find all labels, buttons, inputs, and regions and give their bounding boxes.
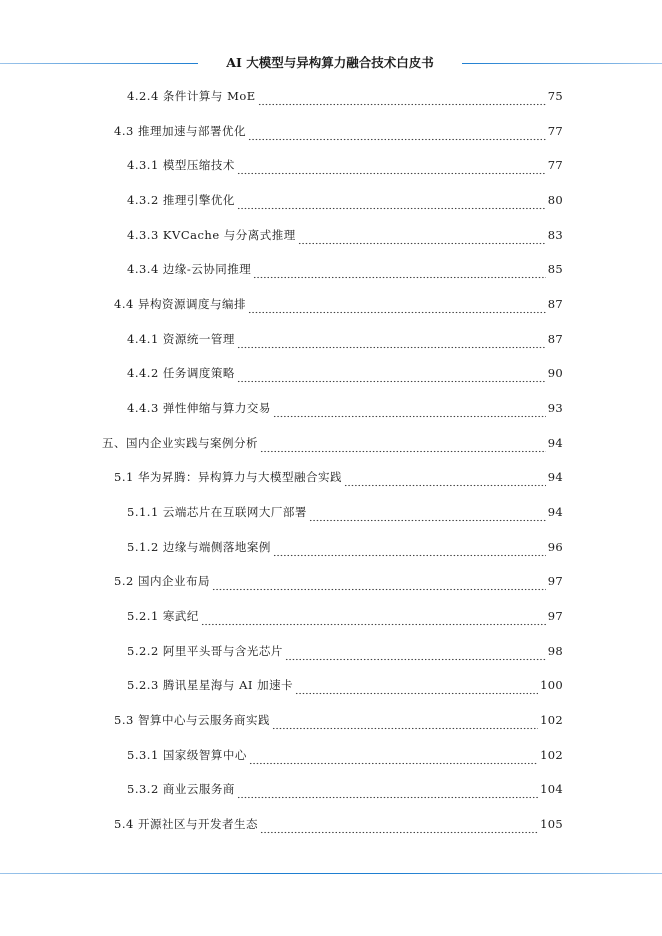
toc-entry[interactable] <box>127 779 563 799</box>
toc-entry-label: 4.3 推理加速与部署优化 <box>114 124 246 138</box>
dot-leader <box>237 160 546 175</box>
dot-leader <box>260 819 538 834</box>
toc-entry[interactable] <box>127 363 563 383</box>
toc-entry-label: 5.1 华为昇腾：异构算力与大模型融合实践 <box>114 470 342 484</box>
toc-entry[interactable] <box>127 537 563 557</box>
dot-leader <box>344 472 546 487</box>
dot-leader <box>237 334 546 349</box>
toc-entry[interactable] <box>127 259 563 279</box>
toc-entry[interactable] <box>102 433 563 453</box>
toc-entry-label: 5.2 国内企业布局 <box>114 574 210 588</box>
toc-entry[interactable] <box>114 571 563 591</box>
toc-entry-page: 102 <box>540 713 563 727</box>
dot-leader <box>273 542 546 557</box>
toc-entry[interactable] <box>127 155 563 175</box>
toc-entry[interactable] <box>127 675 563 695</box>
toc-entry-label: 4.3.2 推理引擎优化 <box>127 193 235 207</box>
dot-leader <box>285 646 546 661</box>
dot-leader <box>201 611 546 626</box>
toc-entry-page: 94 <box>547 436 563 450</box>
toc-entry-page: 105 <box>540 817 563 831</box>
toc-entry-label: 4.4 异构资源调度与编排 <box>114 297 246 311</box>
toc-entry-label: 4.4.2 任务调度策略 <box>127 366 235 380</box>
toc-entry-label: 5.1.1 云端芯片在互联网大厂部署 <box>127 505 307 519</box>
toc-entry-label: 5.1.2 边缘与端侧落地案例 <box>127 540 271 554</box>
toc-entry[interactable] <box>114 294 563 314</box>
toc-entry-label: 4.2.4 条件计算与 MoE <box>127 89 256 103</box>
toc-entry[interactable] <box>127 329 563 349</box>
dot-leader <box>237 784 538 799</box>
toc-entry[interactable] <box>127 502 563 522</box>
toc-entry[interactable] <box>127 606 563 626</box>
toc-entry-label: 5.3.2 商业云服务商 <box>127 782 235 796</box>
toc-entry-label: 4.3.1 模型压缩技术 <box>127 158 235 172</box>
toc-entry-label: 5.4 开源社区与开发者生态 <box>114 817 258 831</box>
dot-leader <box>237 368 546 383</box>
toc-entry-label: 5.2.1 寒武纪 <box>127 609 199 623</box>
dot-leader <box>237 195 546 210</box>
toc-entry-label: 5.2.2 阿里平头哥与含光芯片 <box>127 644 283 658</box>
toc-entry[interactable] <box>127 190 563 210</box>
toc-entry-label: 4.4.1 资源统一管理 <box>127 332 235 346</box>
toc-entry-page: 85 <box>547 262 563 276</box>
dot-leader <box>249 750 538 765</box>
toc-entry[interactable] <box>127 398 563 418</box>
toc-entry-page: 80 <box>547 193 563 207</box>
toc-entry-page: 96 <box>547 540 563 554</box>
toc-entry-label: 4.3.4 边缘-云协同推理 <box>127 262 252 276</box>
toc-entry-page: 83 <box>547 228 563 242</box>
toc-entry-label: 五、国内企业实践与案例分析 <box>102 436 258 450</box>
dot-leader <box>248 299 546 314</box>
toc-entry[interactable] <box>127 745 563 765</box>
dot-leader <box>212 576 546 591</box>
dot-leader <box>309 507 546 522</box>
toc-entry[interactable] <box>114 121 563 141</box>
toc-entry-page: 98 <box>547 644 563 658</box>
toc-entry-label: 5.2.3 腾讯星星海与 AI 加速卡 <box>127 678 294 692</box>
toc-entry-page: 97 <box>547 609 563 623</box>
toc-entry[interactable] <box>127 641 563 661</box>
toc-entry-page: 77 <box>547 124 563 138</box>
dot-leader <box>253 264 545 279</box>
dot-leader <box>273 403 546 418</box>
toc-entry[interactable] <box>127 225 563 245</box>
dot-leader <box>258 91 546 106</box>
toc-entry-page: 90 <box>547 366 563 380</box>
document-title: AI 大模型与异构算力融合技术白皮书 <box>226 55 434 70</box>
dot-leader <box>295 680 538 695</box>
toc-entry-page: 94 <box>547 470 563 484</box>
dot-leader <box>260 438 546 453</box>
toc-entry-label: 5.3.1 国家级智算中心 <box>127 748 247 762</box>
header-rule-right <box>462 63 662 64</box>
toc-entry[interactable] <box>114 467 563 487</box>
toc-entry-label: 5.3 智算中心与云服务商实践 <box>114 713 270 727</box>
toc-entry[interactable] <box>114 814 563 834</box>
toc-entry-page: 97 <box>547 574 563 588</box>
toc-entry-label: 4.3.3 KVCache 与分离式推理 <box>127 228 296 242</box>
dot-leader <box>272 715 538 730</box>
footer-rule <box>0 873 662 874</box>
toc-entry-page: 77 <box>547 158 563 172</box>
toc-entry-page: 100 <box>540 678 563 692</box>
toc-entry[interactable] <box>114 710 563 730</box>
toc-entry-page: 102 <box>540 748 563 762</box>
toc-entry-label: 4.4.3 弹性伸缩与算力交易 <box>127 401 271 415</box>
header-rule-left <box>0 63 198 64</box>
page-header <box>0 52 662 74</box>
toc-entry-page: 94 <box>547 505 563 519</box>
toc-entry-page: 75 <box>547 89 563 103</box>
toc-entry-page: 104 <box>540 782 563 796</box>
toc-entry-page: 93 <box>547 401 563 415</box>
toc-entry-page: 87 <box>547 332 563 346</box>
dot-leader <box>298 230 546 245</box>
dot-leader <box>248 126 546 141</box>
toc-entry[interactable] <box>127 86 563 106</box>
toc-entry-page: 87 <box>547 297 563 311</box>
